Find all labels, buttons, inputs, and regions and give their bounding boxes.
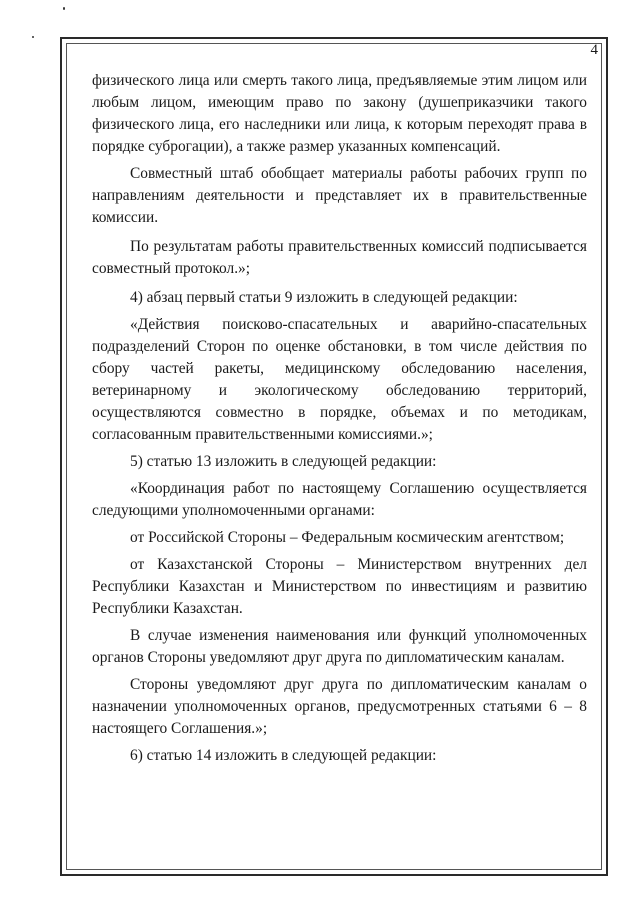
paragraph-protocol: По результатам работы правительственных комиссий подписывается совместный протокол.»; [92,238,587,277]
scan-speck [63,7,65,10]
paragraph-name-change: В случае изменения наименования или функций уполномоченных органов Стороны уведомляют друг друга по дипломатическим каналам. [92,627,587,666]
scan-speck [32,36,34,38]
paragraph-item-4: 4) абзац первый статьи 9 изложить в следующей редакции: [130,289,518,306]
paragraph-item-6: 6) статью 14 изложить в следующей редакции: [130,747,437,764]
paragraph-kazakh-side: от Казахстанской Стороны – Министерством внутренних дел Республики Казахстан и Министерством по инвестициям и развитию Республики Казахстан. [92,556,587,617]
paragraph-notification: Стороны уведомляют друг друга по дипломатическим каналам о назначении уполномоченных органов, предусмотренных статьями 6 – 8 настоящего Соглашения.»; [92,676,587,737]
paragraph-item-5: 5) статью 13 изложить в следующей редакции: [130,453,437,470]
paragraph-russian-side: от Российской Стороны – Федеральным космическим агентством; [130,529,565,546]
paragraph-continuation: физического лица или смерть такого лица, предъявляемые этим лицом или любым лицом, имеющим право по закону (душеприказчики такого физического лица, его наследники или лица, к которым переходят права в порядке суброгации), а также размер указанных компенсаций. [92,72,587,155]
paragraph-rescue-actions: «Действия поисково-спасательных и аварийно-спасательных подразделений Сторон по оценке обстановки, в том числе действия по сбору частей ракеты, медицинскому обследованию населения, ветеринарному и экологическому обследованию территорий, осуществляются совместно в порядке, объемах и по методикам, согласованным правительственными комиссиями.»; [92,316,587,443]
page-number: 4 [590,42,598,58]
document-body [92,70,587,772]
paragraph-joint-headquarters: Совместный штаб обобщает материалы работы рабочих групп по направлениям деятельности и представляет их в правительственные комиссии. [92,165,587,226]
paragraph-coordination: «Координация работ по настоящему Соглашению осуществляется следующими уполномоченными органами: [92,480,587,519]
